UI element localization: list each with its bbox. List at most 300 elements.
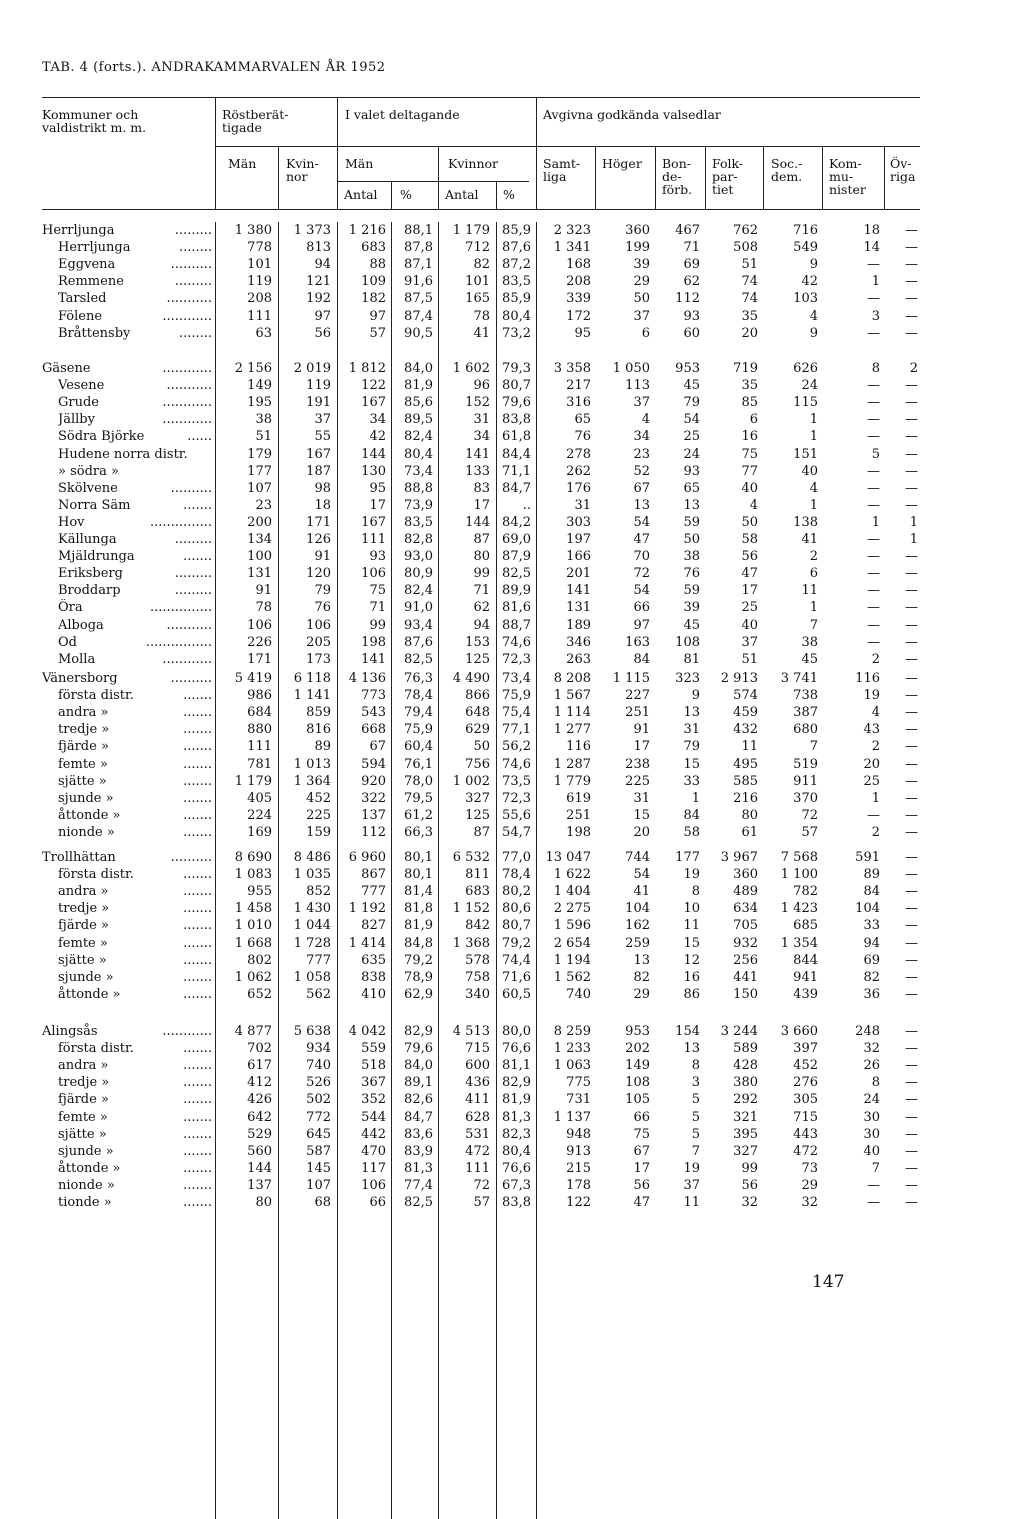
cell-value: 108 bbox=[625, 1075, 650, 1091]
row-label: åttonde » bbox=[58, 986, 121, 1002]
cell-value: 83,8 bbox=[502, 1195, 531, 1210]
cell-value: 263 bbox=[566, 651, 591, 667]
table-row bbox=[0, 849, 1024, 866]
header-vline bbox=[215, 97, 216, 209]
cell-value: 412 bbox=[247, 1075, 272, 1091]
cell-value: 150 bbox=[733, 986, 758, 1002]
cell-value: 54,7 bbox=[502, 824, 531, 840]
row-leader-dots: ............ bbox=[162, 651, 212, 667]
table-row bbox=[0, 1023, 1024, 1040]
cell-value: 89,1 bbox=[404, 1075, 433, 1091]
row-leader-dots: ....... bbox=[183, 1126, 212, 1142]
cell-value: 1 010 bbox=[234, 918, 272, 934]
cell-value: 13 bbox=[683, 497, 700, 513]
cell-value: 18 bbox=[314, 497, 331, 513]
row-label: Skölvene bbox=[58, 480, 118, 496]
row-leader-dots: ....... bbox=[183, 1058, 212, 1074]
row-label: tredje » bbox=[58, 722, 110, 738]
cell-value: 436 bbox=[465, 1075, 490, 1091]
row-label: Mjäldrunga bbox=[58, 549, 135, 565]
cell-value: 82,6 bbox=[404, 1092, 433, 1108]
cell-value: 87,2 bbox=[502, 257, 531, 273]
cell-value: 56 bbox=[633, 1177, 650, 1193]
cell-value: 8 bbox=[871, 361, 880, 376]
row-leader-dots: ....... bbox=[183, 952, 212, 968]
cell-value: 80 bbox=[255, 1195, 272, 1210]
cell-value: 116 bbox=[855, 671, 880, 686]
table-row bbox=[0, 394, 1024, 411]
table-row bbox=[0, 514, 1024, 531]
cell-value: 932 bbox=[733, 935, 758, 951]
row-label: Hov bbox=[58, 514, 85, 530]
cell-value: 78,4 bbox=[404, 688, 433, 704]
cell-value: 5 bbox=[691, 1109, 700, 1125]
cell-value: 6 bbox=[809, 566, 818, 582]
table-row bbox=[0, 531, 1024, 548]
cell-value: 171 bbox=[247, 651, 272, 667]
cell-value: 397 bbox=[793, 1041, 818, 1057]
cell-value: 69 bbox=[863, 952, 880, 968]
header-vline bbox=[391, 181, 392, 209]
cell-value: 1 114 bbox=[553, 705, 591, 721]
cell-value: 1 368 bbox=[452, 935, 490, 951]
cell-value: 744 bbox=[625, 850, 650, 865]
cell-value: — bbox=[867, 257, 880, 273]
cell-value: 32 bbox=[741, 1195, 758, 1210]
cell-value: 81,9 bbox=[502, 1092, 531, 1108]
cell-value: 683 bbox=[465, 884, 490, 900]
cell-value: 1 044 bbox=[293, 918, 331, 934]
cell-value: 33 bbox=[683, 773, 700, 789]
cell-value: 98 bbox=[314, 480, 331, 496]
cell-value: 8 690 bbox=[234, 850, 272, 865]
cell-value: — bbox=[867, 1195, 880, 1210]
header-i-valet: I valet deltagande bbox=[345, 107, 460, 122]
cell-value: 195 bbox=[247, 395, 272, 411]
header-antal2: Antal bbox=[445, 187, 479, 202]
cell-value: — bbox=[905, 412, 918, 428]
header-kommunister: Kom- mu- nister bbox=[829, 156, 866, 197]
row-label: sjätte » bbox=[58, 952, 107, 968]
cell-value: 589 bbox=[733, 1041, 758, 1057]
header-folkpartiet: Folk- par- tiet bbox=[712, 156, 744, 197]
cell-value: 95 bbox=[369, 480, 386, 496]
cell-value: 11 bbox=[801, 583, 818, 599]
cell-value: 13 bbox=[633, 497, 650, 513]
cell-value: 7 bbox=[809, 617, 818, 633]
cell-value: 8 bbox=[691, 1058, 700, 1074]
row-label: första distr. bbox=[58, 1041, 134, 1057]
cell-value: — bbox=[905, 480, 918, 496]
cell-value: 441 bbox=[733, 969, 758, 985]
cell-value: 82,4 bbox=[404, 429, 433, 445]
row-leader-dots: ....... bbox=[183, 1160, 212, 1176]
cell-value: 844 bbox=[793, 952, 818, 968]
cell-value: 80,0 bbox=[502, 1024, 531, 1039]
table-row bbox=[0, 824, 1024, 841]
cell-value: 15 bbox=[683, 935, 700, 951]
table-row bbox=[0, 308, 1024, 325]
cell-value: 15 bbox=[633, 807, 650, 823]
cell-value: 208 bbox=[247, 291, 272, 307]
cell-value: 72,3 bbox=[502, 651, 531, 667]
cell-value: 773 bbox=[361, 688, 386, 704]
cell-value: 1 062 bbox=[234, 969, 272, 985]
row-label: sjunde » bbox=[58, 969, 114, 985]
cell-value: 562 bbox=[306, 986, 331, 1002]
cell-value: 138 bbox=[793, 514, 818, 530]
cell-value: 880 bbox=[247, 722, 272, 738]
cell-value: 61 bbox=[741, 824, 758, 840]
cell-value: 74,6 bbox=[502, 756, 531, 772]
cell-value: 411 bbox=[465, 1092, 490, 1108]
cell-value: 8 208 bbox=[553, 671, 591, 686]
cell-value: 43 bbox=[863, 722, 880, 738]
cell-value: 35 bbox=[741, 378, 758, 394]
cell-value: 4 136 bbox=[348, 671, 386, 686]
cell-value: 34 bbox=[369, 412, 386, 428]
cell-value: 3 660 bbox=[780, 1024, 818, 1039]
cell-value: 47 bbox=[633, 1195, 650, 1210]
cell-value: 526 bbox=[306, 1075, 331, 1091]
cell-value: 84,0 bbox=[404, 1058, 433, 1074]
row-leader-dots: ........... bbox=[166, 291, 212, 307]
cell-value: — bbox=[905, 651, 918, 667]
cell-value: 36 bbox=[863, 986, 880, 1002]
table-row bbox=[0, 497, 1024, 514]
cell-value: 75 bbox=[369, 583, 386, 599]
cell-value: 472 bbox=[793, 1143, 818, 1159]
cell-value: 1 216 bbox=[348, 223, 386, 238]
cell-value: 629 bbox=[465, 722, 490, 738]
cell-value: 57 bbox=[473, 1195, 490, 1210]
cell-value: 4 bbox=[871, 705, 880, 721]
cell-value: — bbox=[867, 325, 880, 341]
cell-value: 171 bbox=[306, 514, 331, 530]
cell-value: 119 bbox=[247, 274, 272, 290]
cell-value: 107 bbox=[247, 480, 272, 496]
table-row bbox=[0, 256, 1024, 273]
cell-value: 202 bbox=[625, 1041, 650, 1057]
cell-value: 77,1 bbox=[502, 722, 531, 738]
cell-value: 20 bbox=[741, 325, 758, 341]
cell-value: 176 bbox=[566, 480, 591, 496]
table-row bbox=[0, 360, 1024, 377]
row-leader-dots: ....... bbox=[183, 1109, 212, 1125]
row-leader-dots: ........ bbox=[178, 240, 212, 256]
cell-value: 1 287 bbox=[553, 756, 591, 772]
cell-value: 107 bbox=[306, 1177, 331, 1193]
cell-value: 740 bbox=[306, 1058, 331, 1074]
cell-value: 502 bbox=[306, 1092, 331, 1108]
cell-value: 684 bbox=[247, 705, 272, 721]
cell-value: 360 bbox=[733, 867, 758, 883]
cell-value: 70 bbox=[633, 549, 650, 565]
row-label: Molla bbox=[58, 651, 96, 667]
cell-value: 82,5 bbox=[502, 566, 531, 582]
cell-value: 71 bbox=[369, 600, 386, 616]
row-leader-dots: ....... bbox=[183, 1143, 212, 1159]
cell-value: 508 bbox=[733, 240, 758, 256]
cell-value: 57 bbox=[369, 325, 386, 341]
cell-value: 731 bbox=[566, 1092, 591, 1108]
cell-value: 827 bbox=[361, 918, 386, 934]
cell-value: 1 380 bbox=[234, 223, 272, 238]
cell-value: 80,1 bbox=[404, 850, 433, 865]
cell-value: 4 bbox=[809, 308, 818, 324]
cell-value: — bbox=[905, 1058, 918, 1074]
cell-value: 4 bbox=[641, 412, 650, 428]
table-row bbox=[0, 1040, 1024, 1057]
table-row bbox=[0, 1177, 1024, 1194]
cell-value: 680 bbox=[793, 722, 818, 738]
cell-value: 73,4 bbox=[502, 671, 531, 686]
cell-value: 77,0 bbox=[502, 850, 531, 865]
cell-value: 495 bbox=[733, 756, 758, 772]
cell-value: 1 194 bbox=[553, 952, 591, 968]
cell-value: 82,9 bbox=[502, 1075, 531, 1091]
cell-value: — bbox=[905, 756, 918, 772]
cell-value: 116 bbox=[566, 739, 591, 755]
cell-value: — bbox=[867, 480, 880, 496]
cell-value: 953 bbox=[675, 361, 700, 376]
cell-value: 78,9 bbox=[404, 969, 433, 985]
header-vline bbox=[705, 146, 706, 209]
row-leader-dots: ....... bbox=[183, 1041, 212, 1057]
row-label: andra » bbox=[58, 1058, 109, 1074]
cell-value: 79,2 bbox=[404, 952, 433, 968]
cell-value: 4 bbox=[809, 480, 818, 496]
table-row bbox=[0, 617, 1024, 634]
cell-value: 81,3 bbox=[502, 1109, 531, 1125]
table-row bbox=[0, 239, 1024, 256]
cell-value: 88,1 bbox=[404, 223, 433, 238]
cell-value: 99 bbox=[473, 566, 490, 582]
cell-value: 137 bbox=[247, 1177, 272, 1193]
cell-value: 87,6 bbox=[404, 634, 433, 650]
cell-value: — bbox=[867, 532, 880, 547]
row-label: femte » bbox=[58, 756, 108, 772]
cell-value: — bbox=[905, 240, 918, 256]
cell-value: 45 bbox=[801, 651, 818, 667]
cell-value: 104 bbox=[855, 901, 880, 917]
table-row bbox=[0, 721, 1024, 738]
row-label: sjunde » bbox=[58, 790, 114, 806]
cell-value: 778 bbox=[247, 240, 272, 256]
cell-value: 683 bbox=[361, 240, 386, 256]
cell-value: 29 bbox=[633, 986, 650, 1002]
cell-value: 82 bbox=[863, 969, 880, 985]
row-label: sjätte » bbox=[58, 1126, 107, 1142]
cell-value: 29 bbox=[633, 274, 650, 290]
table-row bbox=[0, 670, 1024, 687]
cell-value: 99 bbox=[369, 617, 386, 633]
row-leader-dots: ....... bbox=[183, 790, 212, 806]
cell-value: 628 bbox=[465, 1109, 490, 1125]
row-leader-dots: ........... bbox=[166, 378, 212, 394]
cell-value: 2 654 bbox=[553, 935, 591, 951]
cell-value: 7 568 bbox=[780, 850, 818, 865]
cell-value: 55,6 bbox=[502, 807, 531, 823]
cell-value: 1 562 bbox=[553, 969, 591, 985]
cell-value: 5 638 bbox=[293, 1024, 331, 1039]
cell-value: — bbox=[905, 952, 918, 968]
cell-value: 360 bbox=[625, 223, 650, 238]
cell-value: 93 bbox=[683, 463, 700, 479]
page-number: 147 bbox=[812, 1272, 845, 1292]
cell-value: 39 bbox=[633, 257, 650, 273]
cell-value: 54 bbox=[683, 412, 700, 428]
cell-value: 322 bbox=[361, 790, 386, 806]
cell-value: 758 bbox=[465, 969, 490, 985]
cell-value: 167 bbox=[361, 514, 386, 530]
cell-value: 76,1 bbox=[404, 756, 433, 772]
cell-value: 6 960 bbox=[348, 850, 386, 865]
header-vline bbox=[496, 181, 497, 209]
cell-value: 75,4 bbox=[502, 705, 531, 721]
cell-value: 82,9 bbox=[404, 1024, 433, 1039]
cell-value: 5 bbox=[871, 446, 880, 462]
cell-value: 367 bbox=[361, 1075, 386, 1091]
row-label: andra » bbox=[58, 705, 109, 721]
header-kvinnor-short: Kvin- nor bbox=[286, 156, 319, 184]
cell-value: — bbox=[905, 325, 918, 341]
table-row bbox=[0, 738, 1024, 755]
cell-value: 859 bbox=[306, 705, 331, 721]
cell-value: 224 bbox=[247, 807, 272, 823]
cell-value: 106 bbox=[247, 617, 272, 633]
cell-value: 62,9 bbox=[404, 986, 433, 1002]
cell-value: 90,5 bbox=[404, 325, 433, 341]
row-leader-dots: .......... bbox=[170, 850, 212, 865]
cell-value: 1 373 bbox=[293, 223, 331, 238]
cell-value: — bbox=[867, 412, 880, 428]
cell-value: 543 bbox=[361, 705, 386, 721]
cell-value: — bbox=[905, 1143, 918, 1159]
cell-value: 3 741 bbox=[780, 671, 818, 686]
cell-value: 634 bbox=[733, 901, 758, 917]
cell-value: 79,4 bbox=[404, 705, 433, 721]
table-row bbox=[0, 446, 1024, 463]
cell-value: 80,4 bbox=[502, 1143, 531, 1159]
header-vline bbox=[337, 97, 338, 209]
cell-value: 15 bbox=[683, 756, 700, 772]
cell-value: 144 bbox=[465, 514, 490, 530]
cell-value: 65 bbox=[574, 412, 591, 428]
cell-value: 54 bbox=[633, 867, 650, 883]
cell-value: 6 bbox=[749, 412, 758, 428]
header-socdem: Soc.- dem. bbox=[771, 156, 803, 184]
cell-value: — bbox=[905, 705, 918, 721]
table-row bbox=[0, 866, 1024, 883]
table-row bbox=[0, 428, 1024, 445]
cell-value: 91,0 bbox=[404, 600, 433, 616]
cell-value: 911 bbox=[793, 773, 818, 789]
cell-value: 87,5 bbox=[404, 291, 433, 307]
cell-value: 65 bbox=[683, 480, 700, 496]
table-row bbox=[0, 935, 1024, 952]
cell-value: 85,9 bbox=[502, 223, 531, 238]
cell-value: 141 bbox=[566, 583, 591, 599]
cell-value: 1 bbox=[809, 429, 818, 445]
cell-value: — bbox=[905, 634, 918, 650]
header-vline bbox=[763, 146, 764, 209]
cell-value: — bbox=[905, 446, 918, 462]
cell-value: 2 275 bbox=[553, 901, 591, 917]
cell-value: 55 bbox=[314, 429, 331, 445]
cell-value: — bbox=[905, 884, 918, 900]
cell-value: 32 bbox=[801, 1195, 818, 1210]
cell-value: 97 bbox=[314, 308, 331, 324]
cell-value: 149 bbox=[625, 1058, 650, 1074]
cell-value: 11 bbox=[741, 739, 758, 755]
cell-value: 42 bbox=[801, 274, 818, 290]
table-row bbox=[0, 222, 1024, 239]
cell-value: — bbox=[905, 824, 918, 840]
cell-value: 452 bbox=[306, 790, 331, 806]
cell-value: 2 bbox=[909, 361, 918, 376]
cell-value: — bbox=[867, 463, 880, 479]
row-leader-dots: ....... bbox=[183, 884, 212, 900]
table-row bbox=[0, 773, 1024, 790]
table-row bbox=[0, 952, 1024, 969]
cell-value: 76 bbox=[683, 566, 700, 582]
cell-value: 84 bbox=[863, 884, 880, 900]
row-leader-dots: ............ bbox=[162, 361, 212, 376]
cell-value: 89 bbox=[314, 739, 331, 755]
cell-value: 37 bbox=[314, 412, 331, 428]
cell-value: 4 877 bbox=[234, 1024, 272, 1039]
cell-value: 73 bbox=[801, 1160, 818, 1176]
cell-value: 24 bbox=[863, 1092, 880, 1108]
cell-value: 986 bbox=[247, 688, 272, 704]
table-row bbox=[0, 1074, 1024, 1091]
cell-value: 134 bbox=[247, 532, 272, 547]
cell-value: 842 bbox=[465, 918, 490, 934]
cell-value: 151 bbox=[793, 446, 818, 462]
cell-value: 66 bbox=[633, 1109, 650, 1125]
cell-value: 87,6 bbox=[502, 240, 531, 256]
row-label: åttonde » bbox=[58, 807, 121, 823]
cell-value: 75,9 bbox=[502, 688, 531, 704]
row-leader-dots: .......... bbox=[170, 257, 212, 273]
cell-value: 91 bbox=[255, 583, 272, 599]
cell-value: 79 bbox=[314, 583, 331, 599]
cell-value: 685 bbox=[793, 918, 818, 934]
cell-value: 89,9 bbox=[502, 583, 531, 599]
header-vline bbox=[438, 146, 439, 209]
cell-value: 111 bbox=[361, 532, 386, 547]
cell-value: 179 bbox=[247, 446, 272, 462]
cell-value: 40 bbox=[741, 480, 758, 496]
cell-value: 4 490 bbox=[452, 671, 490, 686]
cell-value: 1 063 bbox=[553, 1058, 591, 1074]
cell-value: 305 bbox=[793, 1092, 818, 1108]
cell-value: 1 bbox=[871, 790, 880, 806]
cell-value: 88,8 bbox=[404, 480, 433, 496]
cell-value: 100 bbox=[247, 549, 272, 565]
cell-value: — bbox=[905, 600, 918, 616]
header-bondeforb: Bon- de- förb. bbox=[662, 156, 693, 197]
cell-value: 1 668 bbox=[234, 935, 272, 951]
cell-value: 1 137 bbox=[553, 1109, 591, 1125]
cell-value: 117 bbox=[361, 1160, 386, 1176]
row-label: femte » bbox=[58, 935, 108, 951]
cell-value: 953 bbox=[625, 1024, 650, 1039]
cell-value: 442 bbox=[361, 1126, 386, 1142]
row-label: Gäsene bbox=[42, 361, 91, 376]
cell-value: 33 bbox=[863, 918, 880, 934]
